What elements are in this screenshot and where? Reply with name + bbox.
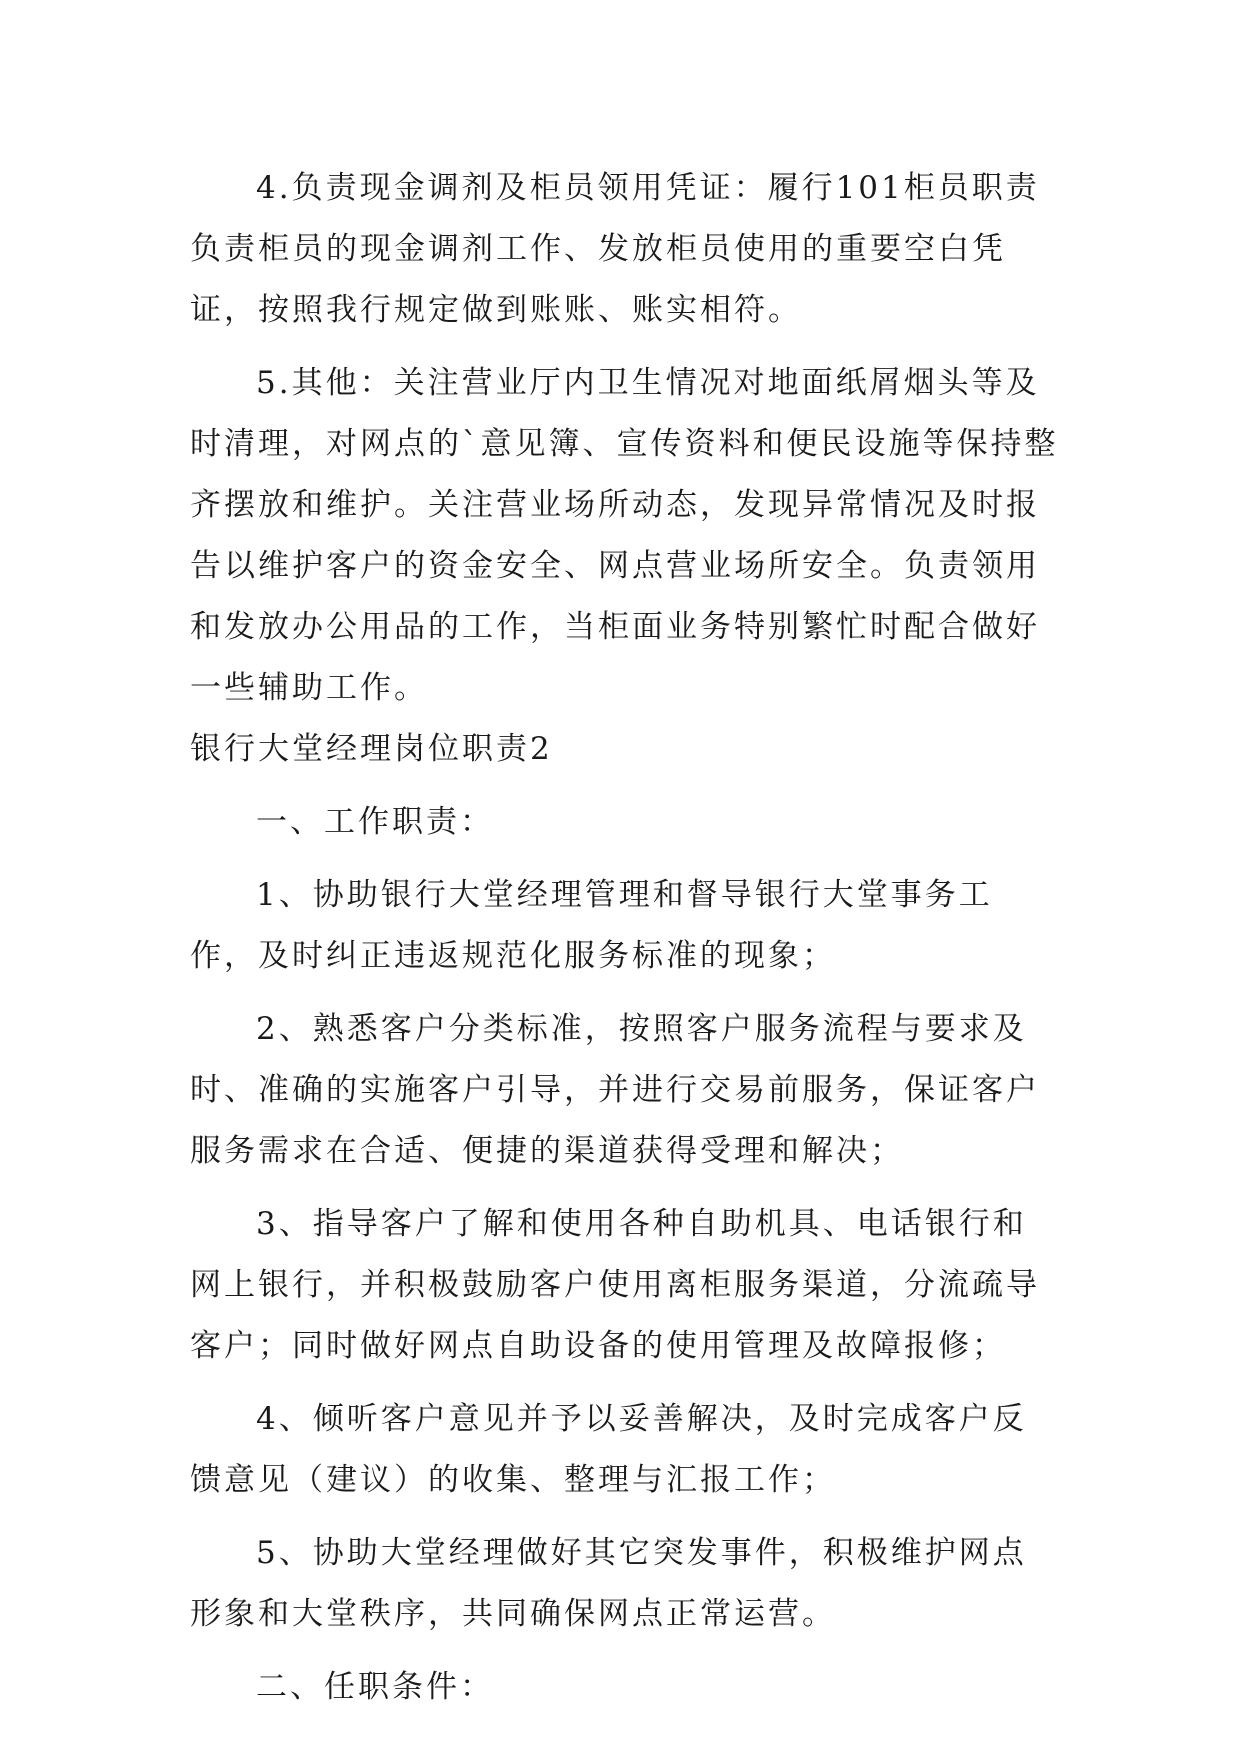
section-heading: 银行大堂经理岗位职责2 bbox=[190, 731, 553, 767]
paragraph-duty-3: 3、指导客户了解和使用各种自助机具、电话银行和网上银行，并积极鼓励客户使用离柜服务渠道，分流疏导客户；同时做好网点自助设备的使用管理及故障报修； bbox=[190, 1206, 1040, 1364]
document-body bbox=[190, 158, 1060, 1718]
subheading-qualifications: 二、任职条件： bbox=[256, 1669, 494, 1705]
paragraph-duty-5: 5、协助大堂经理做好其它突发事件，积极维护网点形象和大堂秩序，共同确保网点正常运营。 bbox=[190, 1535, 1027, 1632]
paragraph-other-duties: 5.其他：关注营业厅内卫生情况对地面纸屑烟头等及时清理，对网点的`意见簿、宣传资料和便民设施等保持整齐摆放和维护。关注营业场所动态，发现异常情况及时报告以维护客户的资金安全、网点营业场所安全。负责领用和发放办公用品的工作，当柜面业务特别繁忙时配合做好一些辅助工作。 bbox=[190, 365, 1059, 706]
paragraph-duty-2: 2、熟悉客户分类标准，按照客户服务流程与要求及时、准确的实施客户引导，并进行交易前服务，保证客户服务需求在合适、便捷的渠道获得受理和解决； bbox=[190, 1011, 1040, 1169]
paragraph-cash-allocation: 4.负责现金调剂及柜员领用凭证：履行101柜员职责负责柜员的现金调剂工作、发放柜员使用的重要空白凭证，按照我行规定做到账账、账实相符。 bbox=[190, 170, 1040, 328]
paragraph-duty-1: 1、协助银行大堂经理管理和督导银行大堂事务工作，及时纠正违返规范化服务标准的现象； bbox=[190, 877, 993, 974]
subheading-job-duties: 一、工作职责： bbox=[256, 804, 494, 840]
paragraph-duty-4: 4、倾听客户意见并予以妥善解决，及时完成客户反馈意见（建议）的收集、整理与汇报工作； bbox=[190, 1401, 1027, 1498]
